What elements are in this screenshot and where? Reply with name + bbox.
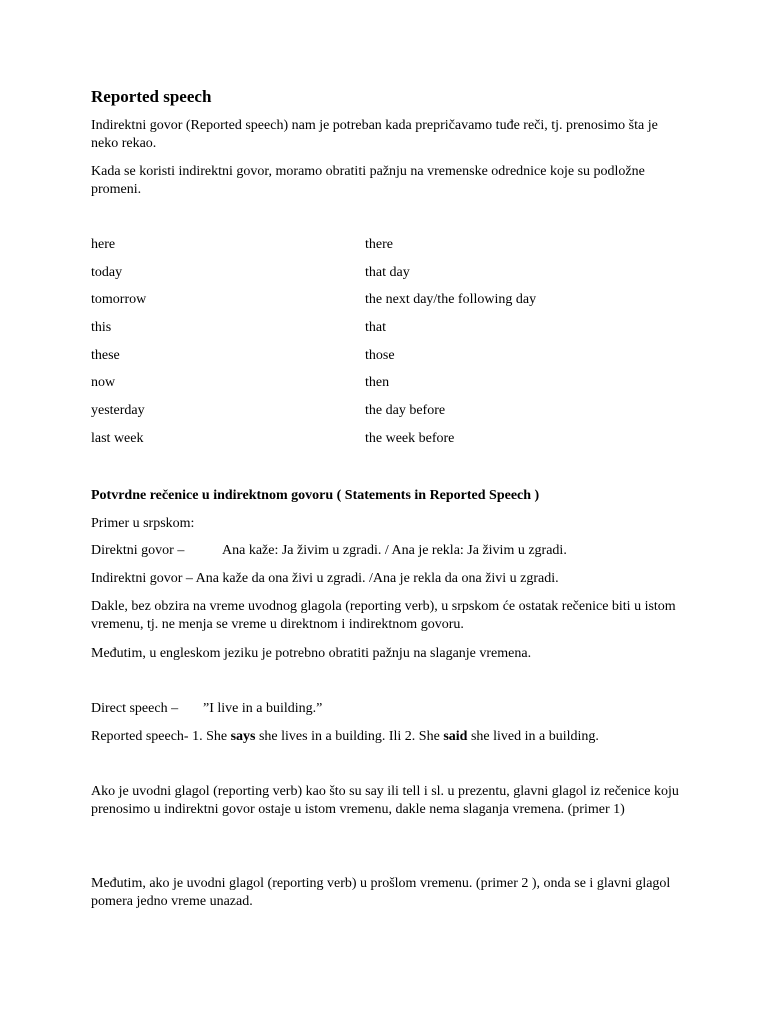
time-expressions-table — [91, 236, 691, 458]
table-row — [91, 347, 691, 375]
section-heading: Potvrdne rečenice u indirektnom govoru ( Statements in Reported Speech ) — [91, 488, 540, 503]
reported-speech-mid: she lives in a building. Ili 2. She — [255, 729, 444, 744]
intro-paragraph-2: Kada se koristi indirektni govor, moramo obratiti pažnju na vremenske odrednice koje su podložne promeni. — [91, 164, 645, 197]
example-intro: Primer u srpskom: — [91, 516, 195, 531]
reported-speech-example-en — [91, 728, 681, 746]
reported-term: that — [365, 320, 386, 336]
reported-term: there — [365, 237, 393, 252]
reported-term: those — [365, 347, 395, 363]
direct-term: these — [91, 347, 120, 363]
past-tense-rule-paragraph: Međutim, ako je uvodni glagol (reporting verb) u prošlom vremenu. (primer 2 ), onda se i glavni glagol pomera jedno vreme unazad. — [91, 876, 671, 909]
direct-term: now — [91, 375, 116, 391]
direct-term: this — [91, 320, 112, 336]
present-tense-rule-paragraph: Ako je uvodni glagol (reporting verb) kao što su say ili tell i sl. u prezentu, glavni glagol iz rečenice koju prenosimo u indirektni govor ostaje u istom vremenu, dakle nema slaganja vremena. (primer 1) — [91, 784, 679, 817]
reported-speech-lead: Reported speech- 1. She — [91, 729, 231, 744]
direct-term: yesterday — [91, 403, 145, 419]
direct-term: tomorrow — [91, 292, 147, 308]
table-row — [91, 430, 691, 458]
explanation-paragraph: Dakle, bez obzira na vreme uvodnog glagola (reporting verb), u srpskom će ostatak rečenice biti u istom vremenu, tj. ne menja se vreme u direktnom i indirektnom govoru. — [91, 599, 676, 632]
reported-term: the day before — [365, 403, 446, 419]
says-verb: says — [230, 729, 256, 744]
reported-speech-end: she lived in a building. — [467, 729, 599, 744]
table-row — [91, 291, 691, 319]
direct-term: here — [91, 237, 116, 252]
table-row — [91, 319, 691, 347]
direct-speech-example-sr — [91, 542, 681, 560]
english-note-paragraph: Međutim, u engleskom jeziku je potrebno obratiti pažnju na slaganje vremena. — [91, 646, 532, 661]
table-row — [91, 402, 691, 430]
direct-term: today — [91, 264, 123, 280]
table-row — [91, 264, 691, 292]
direct-speech-label-sr: Direktni govor – — [91, 543, 185, 558]
direct-speech-text-sr: Ana kaže: Ja živim u zgradi. / Ana je rekla: Ja živim u zgradi. — [222, 543, 567, 558]
reported-term: the week before — [365, 430, 455, 446]
indirect-speech-example-sr: Indirektni govor – Ana kaže da ona živi u zgradi. /Ana je rekla da ona živi u zgradi. — [91, 571, 559, 586]
table-row — [91, 374, 691, 402]
intro-paragraph-1: Indirektni govor (Reported speech) nam je potreban kada prepričavamo tuđe reči, tj. prenosimo šta je neko rekao. — [91, 118, 658, 151]
reported-term: the next day/the following day — [365, 292, 537, 308]
direct-speech-label-en: Direct speech – — [91, 701, 179, 716]
said-verb: said — [443, 729, 468, 744]
direct-speech-example-en — [91, 700, 681, 718]
table-row — [91, 236, 691, 264]
direct-term: last week — [91, 430, 144, 446]
direct-speech-quote-en: ”I live in a building.” — [203, 701, 323, 716]
reported-term: that day — [365, 264, 410, 280]
reported-term: then — [365, 375, 390, 391]
page-title: Reported speech — [91, 87, 212, 106]
